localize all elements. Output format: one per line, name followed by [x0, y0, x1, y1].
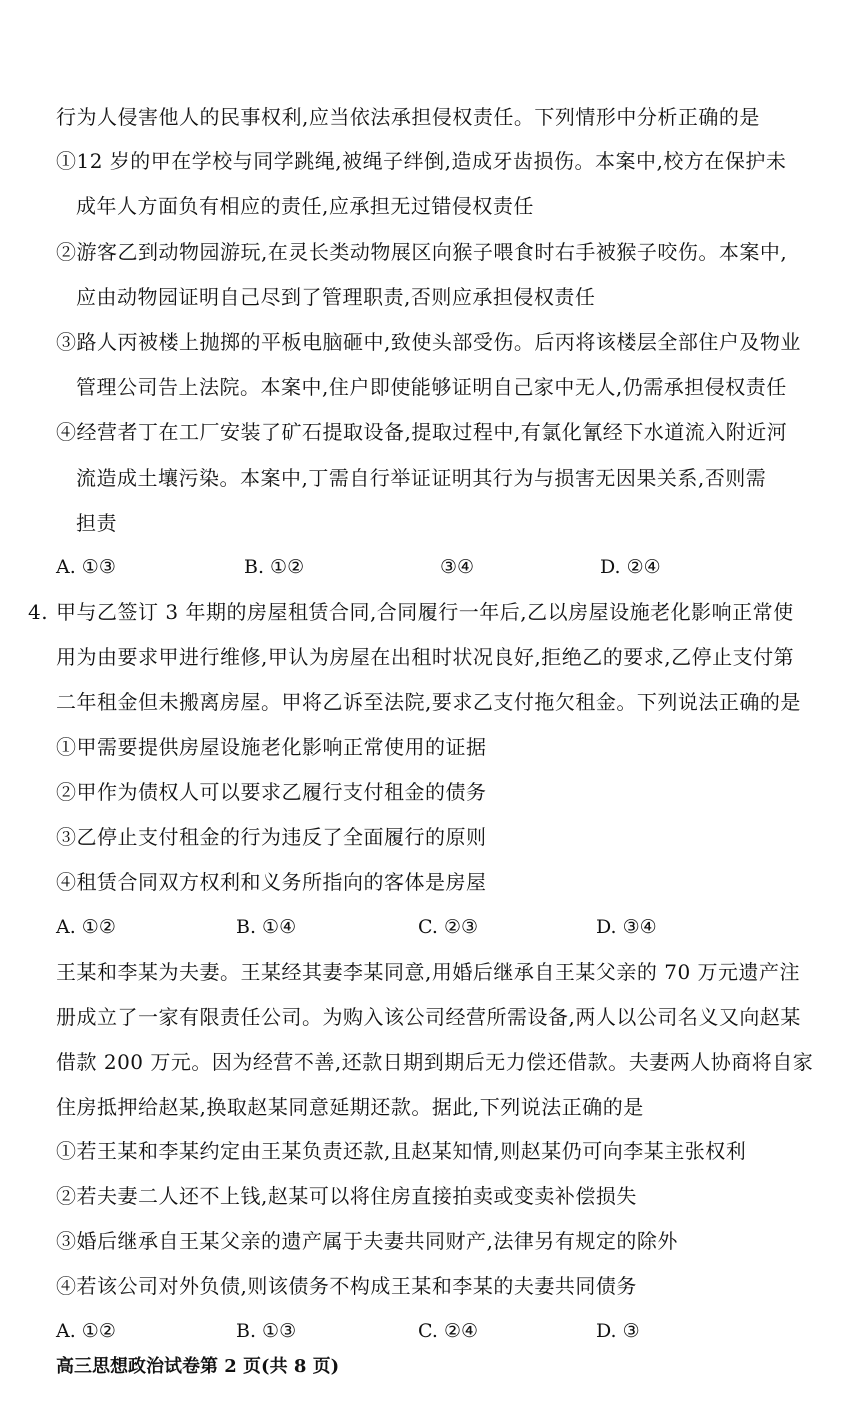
page-footer: 高三思想政治试卷第 2 页(共 8 页)	[56, 1356, 340, 1377]
q5-option-a[interactable]: A. ①②	[56, 1320, 116, 1342]
q3-option-c[interactable]: ③④	[440, 556, 475, 578]
q5-stem-line-2: 册成立了一家有限责任公司。为购入该公司经营所需设备,两人以公司名义又向赵某	[56, 1005, 801, 1029]
q4-item-1: ①甲需要提供房屋设施老化影响正常使用的证据	[56, 735, 487, 759]
q4-item-3: ③乙停止支付租金的行为违反了全面履行的原则	[56, 825, 487, 849]
q5-stem-line-4: 住房抵押给赵某,换取赵某同意延期还款。据此,下列说法正确的是	[56, 1095, 644, 1119]
q3-item-4-line-2: 流造成土壤污染。本案中,丁需自行举证证明其行为与损害无因果关系,否则需	[76, 466, 767, 490]
q3-item-3-line-2: 管理公司告上法院。本案中,住户即使能够证明自己家中无人,仍需承担侵权责任	[76, 375, 787, 399]
q4-option-a[interactable]: A. ①②	[56, 916, 116, 938]
q4-item-4: ④租赁合同双方权利和义务所指向的客体是房屋	[56, 870, 487, 894]
q3-item-4-line-3: 担责	[76, 511, 117, 535]
q3-item-2-line-2: 应由动物园证明自己尽到了管理职责,否则应承担侵权责任	[76, 285, 596, 309]
q5-item-4: ④若该公司对外负债,则该债务不构成王某和李某的夫妻共同债务	[56, 1274, 637, 1298]
q5-stem-line-1: 王某和李某为夫妻。王某经其妻李某同意,用婚后继承自王某父亲的 70 万元遗产注	[56, 960, 801, 984]
q5-options	[56, 1317, 836, 1345]
q5-option-d[interactable]: D. ③	[596, 1320, 640, 1342]
q3-item-2-line-1: ②游客乙到动物园游玩,在灵长类动物展区向猴子喂食时右手被猴子咬伤。本案中,	[56, 240, 788, 264]
q4-number: 4.	[28, 600, 49, 624]
q4-option-c[interactable]: C. ②③	[418, 916, 479, 938]
q3-option-b[interactable]: B. ①②	[244, 556, 305, 578]
q4-stem-line-2: 用为由要求甲进行维修,甲认为房屋在出租时状况良好,拒绝乙的要求,乙停止支付第	[56, 645, 795, 669]
q5-item-2: ②若夫妻二人还不上钱,赵某可以将住房直接拍卖或变卖补偿损失	[56, 1184, 637, 1208]
q3-item-1-line-1: ①12 岁的甲在学校与同学跳绳,被绳子绊倒,造成牙齿损伤。本案中,校方在保护未	[56, 149, 787, 173]
q5-item-1: ①若王某和李某约定由王某负责还款,且赵某知情,则赵某仍可向李某主张权利	[56, 1139, 747, 1163]
q4-option-b[interactable]: B. ①④	[236, 916, 297, 938]
q3-options	[56, 553, 836, 581]
q3-item-4-line-1: ④经营者丁在工厂安装了矿石提取设备,提取过程中,有氯化氰经下水道流入附近河	[56, 420, 788, 444]
q3-item-3-line-1: ③路人丙被楼上抛掷的平板电脑砸中,致使头部受伤。后丙将该楼层全部住户及物业	[56, 330, 801, 354]
q4-item-2: ②甲作为债权人可以要求乙履行支付租金的债务	[56, 780, 487, 804]
q5-option-b[interactable]: B. ①③	[236, 1320, 297, 1342]
q3-stem-line: 行为人侵害他人的民事权利,应当依法承担侵权责任。下列情形中分析正确的是	[56, 105, 760, 129]
q4-options	[56, 913, 836, 941]
q3-option-a[interactable]: A. ①③	[56, 556, 116, 578]
q5-stem-line-3: 借款 200 万元。因为经营不善,还款日期到期后无力偿还借款。夫妻两人协商将自家	[56, 1050, 814, 1074]
q5-item-3: ③婚后继承自王某父亲的遗产属于夫妻共同财产,法律另有规定的除外	[56, 1229, 678, 1253]
q3-item-1-line-2: 成年人方面负有相应的责任,应承担无过错侵权责任	[76, 194, 534, 218]
q4-stem-line-1: 甲与乙签订 3 年期的房屋租赁合同,合同履行一年后,乙以房屋设施老化影响正常使	[56, 600, 794, 624]
q5-option-c[interactable]: C. ②④	[418, 1320, 479, 1342]
q3-option-d[interactable]: D. ②④	[600, 556, 661, 578]
q4-option-d[interactable]: D. ③④	[596, 916, 657, 938]
q4-stem-line-3: 二年租金但未搬离房屋。甲将乙诉至法院,要求乙支付拖欠租金。下列说法正确的是	[56, 690, 801, 714]
